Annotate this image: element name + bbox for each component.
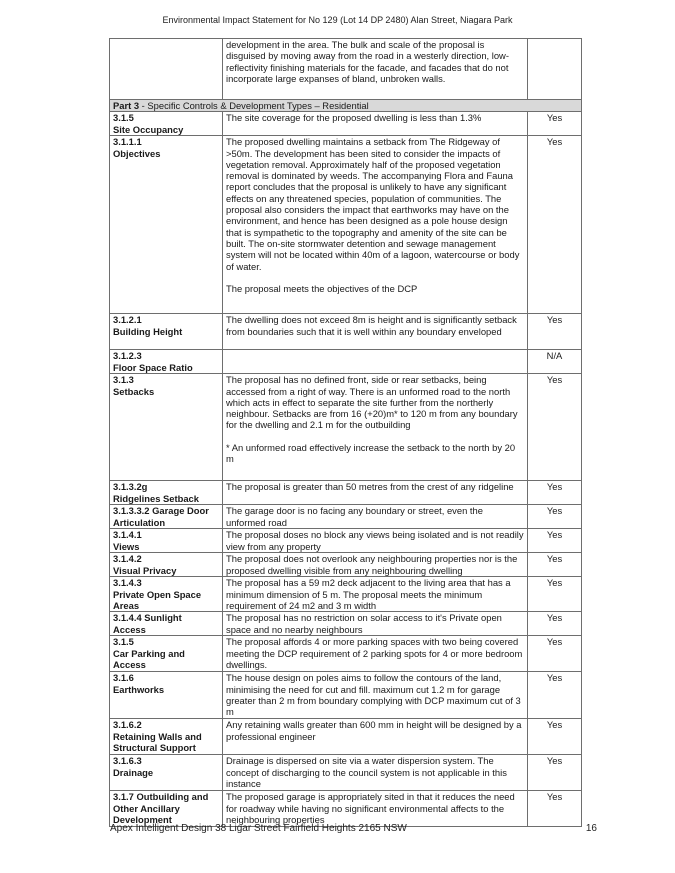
- table-row: [110, 39, 582, 100]
- clause-line: 3.1.3: [113, 374, 134, 386]
- description-text: The proposal has a 59 m2 deck adjacent to the living area that has a minimum dimension of 5 m. The proposal meets the minimum requirement of 24 m2 and 3 m width: [226, 577, 511, 611]
- description-cell: [223, 755, 528, 791]
- table-row: [110, 791, 582, 827]
- status-cell: Yes: [528, 529, 582, 553]
- description-text: The proposed dwelling maintains a setback from The Ridgeway of >50m. The development has been sited to consider the impacts of vegetation removal. Approximately half of the proposed vegetation removal is dominated by weeds. The accompanying Flora and Fauna report concludes that the proposal is unlikely to have any significant effects on any threatened species, population of communities. The proposal also considers the impact that earthworks may have on the environment, and hence has been designed as a pole house design that is sympathetic to the topography and amenity of the site can be built. The on-site stormwater detention and sewage management system will not be located within 40m of a lagoon, watercourse or body of water.: [226, 136, 520, 272]
- description-note: The proposal meets the objectives of the DCP: [226, 282, 418, 294]
- table-row: [110, 672, 582, 719]
- clause-line: 3.1.3.3.2 Garage Door: [113, 505, 209, 517]
- description-cell: [223, 112, 528, 136]
- clause-cell: [110, 755, 223, 791]
- description-cell: [223, 314, 528, 350]
- clause-line: 3.1.5: [113, 112, 134, 124]
- status-cell: Yes: [528, 577, 582, 612]
- clause-cell: [110, 577, 223, 612]
- clause-cell: [110, 791, 223, 827]
- status-cell: N/A: [528, 350, 582, 374]
- clause-line: Other Ancillary: [113, 802, 180, 814]
- clause-line: 3.1.6: [113, 672, 134, 684]
- clause-line: Drainage: [113, 766, 154, 778]
- description-cell: [223, 136, 528, 314]
- clause-line: Building Height: [113, 325, 183, 337]
- clause-line: 3.1.4.1: [113, 529, 142, 541]
- description-text: The proposal has no restriction on solar access to it's Private open space and no nearby neighbours: [226, 612, 502, 635]
- table-row: [110, 350, 582, 374]
- clause-line: Articulation: [113, 516, 166, 528]
- clause-line: 3.1.2.1: [113, 314, 142, 326]
- description-text: The proposal has no defined front, side or rear setbacks, being accessed from a right of way. There is an unformed road to the north which acts in effect to separate the site further from the northerly neighbour. Setbacks are from 16 (+20)m* to 120 m from any boundary for the dwelling and 2.1 m for the outbuilding: [226, 374, 518, 431]
- status-cell: Yes: [528, 314, 582, 350]
- clause-line: Floor Space Ratio: [113, 361, 193, 373]
- section-header: [110, 100, 582, 112]
- status-cell: Yes: [528, 136, 582, 314]
- section-title: - Specific Controls & Development Types – Residential: [139, 100, 369, 111]
- clause-line: 3.1.4.3: [113, 577, 142, 589]
- status-cell: Yes: [528, 553, 582, 577]
- footer-company: Apex Intelligent Design 38 Ligar Street Fairfield Heights 2165 NSW: [110, 823, 407, 834]
- status-cell: Yes: [528, 481, 582, 505]
- clause-cell: [110, 719, 223, 755]
- table-row: [110, 636, 582, 672]
- table-row: [110, 577, 582, 612]
- table-row: [110, 719, 582, 755]
- description-cell: [223, 719, 528, 755]
- clause-line: Site Occupancy: [113, 123, 184, 135]
- clause-line: Objectives: [113, 147, 161, 159]
- clause-line: Structural Support: [113, 741, 196, 753]
- clause-cell: [110, 314, 223, 350]
- clause-line: Earthworks: [113, 683, 165, 695]
- description-cell: [223, 481, 528, 505]
- clause-line: Access: [113, 623, 146, 635]
- description-cell: [223, 791, 528, 827]
- clause-cell: [110, 481, 223, 505]
- clause-cell: [110, 39, 223, 100]
- table-row: [110, 505, 582, 529]
- description-text: The dwelling does not exceed 8m is height and is significantly setback from boundaries such that it is well within any boundary enveloped: [226, 314, 517, 337]
- clause-cell: [110, 350, 223, 374]
- clause-line: 3.1.6.2: [113, 719, 142, 731]
- clause-line: Private Open Space: [113, 588, 202, 600]
- description-cell: [223, 577, 528, 612]
- clause-cell: [110, 529, 223, 553]
- status-cell: Yes: [528, 755, 582, 791]
- status-cell: Yes: [528, 791, 582, 827]
- table-row: [110, 374, 582, 481]
- clause-line: 3.1.7 Outbuilding and: [113, 791, 209, 803]
- clause-cell: [110, 374, 223, 481]
- clause-line: 3.1.6.3: [113, 755, 142, 767]
- clause-cell: [110, 612, 223, 636]
- table-row: [110, 136, 582, 314]
- description-text: The garage door is no facing any boundary or street, even the unformed road: [226, 505, 483, 528]
- clause-line: Ridgelines Setback: [113, 492, 199, 504]
- compliance-table: [109, 38, 582, 827]
- description-text: Drainage is dispersed on site via a water dispersion system. The concept of discharging to the council system is not applicable in this instance: [226, 755, 507, 789]
- clause-line: Areas: [113, 599, 140, 611]
- clause-line: 3.1.4.2: [113, 553, 142, 565]
- clause-cell: [110, 636, 223, 672]
- clause-cell: [110, 136, 223, 314]
- status-cell: Yes: [528, 719, 582, 755]
- clause-line: 3.1.3.2g: [113, 481, 148, 493]
- table-row: [110, 755, 582, 791]
- description-cell: [223, 672, 528, 719]
- clause-line: 3.1.2.3: [113, 350, 142, 362]
- description-text: The proposal is greater than 50 metres from the crest of any ridgeline: [226, 481, 514, 493]
- table-row: [110, 553, 582, 577]
- table-row: [110, 612, 582, 636]
- footer-page-number: 16: [585, 823, 597, 834]
- description-cell: [223, 529, 528, 553]
- clause-cell: [110, 672, 223, 719]
- status-cell: [528, 39, 582, 100]
- page-header: Environmental Impact Statement for No 129 (Lot 14 DP 2480) Alan Street, Niagara Park: [162, 15, 513, 25]
- table-row: [110, 314, 582, 350]
- status-cell: Yes: [528, 672, 582, 719]
- description-cell: [223, 612, 528, 636]
- clause-line: 3.1.5: [113, 636, 134, 648]
- description-cell: [223, 636, 528, 672]
- description-cell: [223, 374, 528, 481]
- status-cell: Yes: [528, 612, 582, 636]
- description-cell: development in the area. The bulk and scale of the proposal is disguised by moving away from the road in a westerly direction, low-reflectivity finishing materials for the facade, and facades that do not incorporate large expanses of bland, unbroken walls.: [223, 39, 528, 100]
- clause-line: Car Parking and: [113, 647, 185, 659]
- clause-line: Access: [113, 658, 146, 670]
- clause-line: Setbacks: [113, 385, 155, 397]
- table-row: [110, 529, 582, 553]
- section-part-label: Part 3: [113, 100, 140, 111]
- status-cell: Yes: [528, 112, 582, 136]
- status-cell: Yes: [528, 505, 582, 529]
- description-cell: [223, 350, 528, 374]
- table-row: [110, 112, 582, 136]
- clause-cell: [110, 112, 223, 136]
- description-text: Any retaining walls greater than 600 mm in height will be designed by a professional engineer: [226, 719, 522, 742]
- description-cell: [223, 553, 528, 577]
- table-row: [110, 481, 582, 505]
- description-text: The proposal does not overlook any neighbouring properties nor is the proposed dwelling visible from any neighbouring dwelling: [226, 553, 518, 576]
- description-cell: [223, 505, 528, 529]
- clause-cell: [110, 553, 223, 577]
- clause-line: Views: [113, 540, 140, 552]
- description-text: The site coverage for the proposed dwelling is less than 1.3%: [226, 112, 482, 124]
- clause-line: 3.1.1.1: [113, 136, 142, 148]
- status-cell: Yes: [528, 374, 582, 481]
- clause-line: 3.1.4.4 Sunlight: [113, 612, 182, 624]
- description-text: The proposal affords 4 or more parking spaces with two being covered meeting the DCP requirement of 2 parking spots for 4 or more bedroom dwellings.: [226, 636, 523, 670]
- description-text: The house design on poles aims to follow the contours of the land, minimising the need for cut and fill. maximum cut 1.2 m for garage greater than 2 m from boundary complying with DCP maximum cut of 3 m: [226, 672, 521, 718]
- clause-line: Visual Privacy: [113, 564, 177, 576]
- clause-line: Development: [113, 813, 172, 825]
- description-note: * An unformed road effectively increase the setback to the north by 20 m: [226, 441, 516, 465]
- description-text: The proposal doses no block any views being isolated and is not readily view from any property: [226, 529, 524, 552]
- status-cell: Yes: [528, 636, 582, 672]
- description-text: The proposed garage is appropriately sited in that it reduces the need for roadway while having no significant environmental affects to the neighbouring properties: [226, 791, 515, 825]
- clause-cell: [110, 505, 223, 529]
- clause-line: Retaining Walls and: [113, 730, 202, 742]
- section-header-row: [110, 100, 582, 112]
